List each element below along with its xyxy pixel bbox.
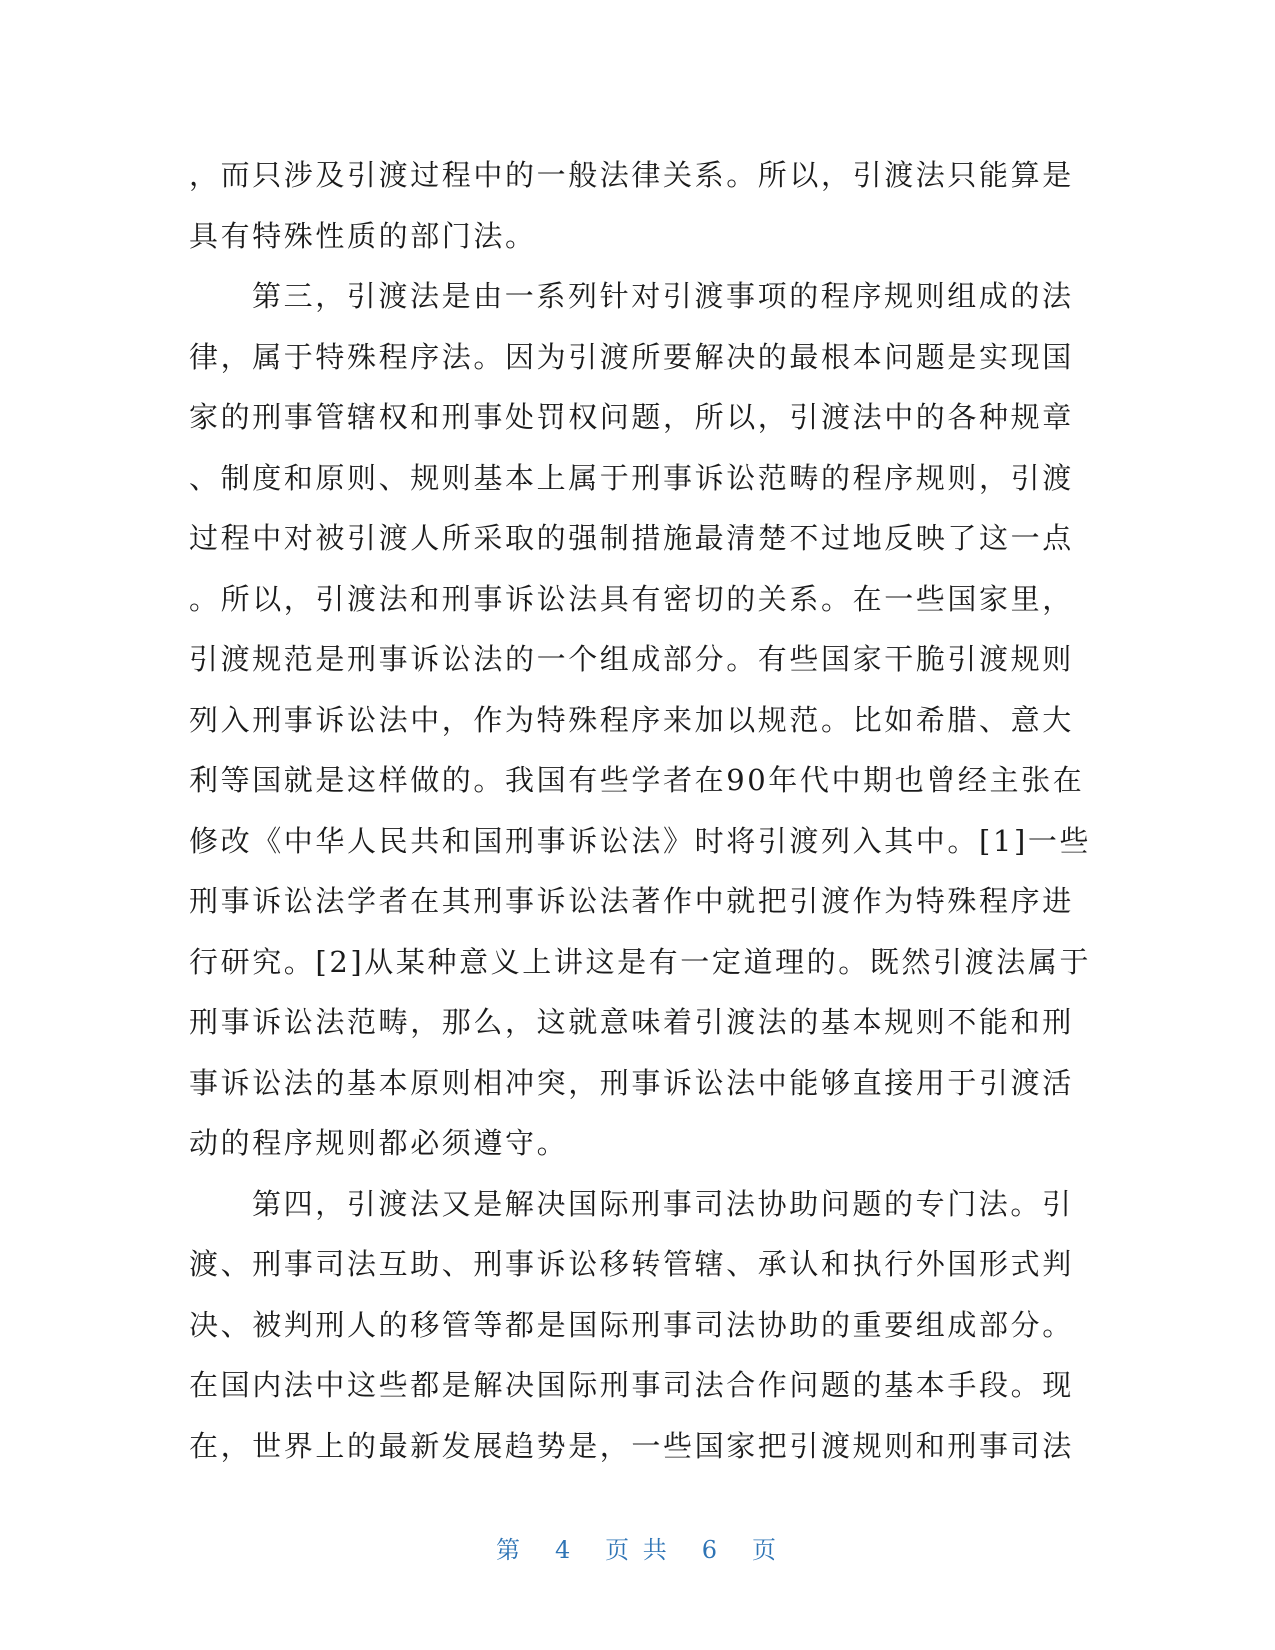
text-line: 动的程序规则都必须遵守。 [189, 1126, 569, 1160]
text-line: 决、被判刑人的移管等都是国际刑事司法协助的重要组成部分。 [189, 1307, 1074, 1342]
text-line: 在，世界上的最新发展趋势是，一些国家把引渡规则和刑事司法 [189, 1428, 1074, 1463]
footer-middle: 页 共 [605, 1536, 670, 1564]
text-line: 利等国就是这样做的。我国有些学者在90年代中期也曾经主张在 [189, 763, 1085, 797]
current-page-number: 4 [554, 1536, 574, 1564]
text-line: 过程中对被引渡人所采取的强制措施最清楚不过地反映了这一点 [189, 521, 1074, 555]
paragraph-start-line: 第四，引渡法又是解决国际刑事司法协助问题的专门法。引 [252, 1186, 1074, 1221]
text-line: 列入刑事诉讼法中，作为特殊程序来加以规范。比如希腊、意大 [189, 702, 1074, 737]
text-line: 刑事诉讼法学者在其刑事诉讼法著作中就把引渡作为特殊程序进 [189, 884, 1074, 918]
text-line: 、制度和原则、规则基本上属于刑事诉讼范畴的程序规则，引渡 [189, 460, 1074, 495]
footer-suffix: 页 [751, 1536, 779, 1564]
text-line: 刑事诉讼法范畴，那么，这就意味着引渡法的基本规则不能和刑 [189, 1005, 1074, 1039]
total-pages-number: 6 [701, 1536, 721, 1564]
text-line: 律，属于特殊程序法。因为引渡所要解决的最根本问题是实现国 [189, 339, 1074, 374]
page-footer [0, 1530, 1275, 1565]
text-line: 家的刑事管辖权和刑事处罚权问题，所以，引渡法中的各种规章 [189, 400, 1074, 434]
paragraph-start-line: 第三，引渡法是由一系列针对引渡事项的程序规则组成的法 [252, 279, 1074, 313]
text-line: 具有特殊性质的部门法。 [189, 218, 537, 253]
text-line: ，而只涉及引渡过程中的一般法律关系。所以，引渡法只能算是 [189, 158, 1074, 192]
text-line: 渡、刑事司法互助、刑事诉讼移转管辖、承认和执行外国形式判 [189, 1247, 1074, 1281]
text-line: 行研究。[2]从某种意义上讲这是有一定道理的。既然引渡法属于 [189, 944, 1092, 979]
text-line: 事诉讼法的基本原则相冲突，刑事诉讼法中能够直接用于引渡活 [189, 1065, 1074, 1100]
text-line: 。所以，引渡法和刑事诉讼法具有密切的关系。在一些国家里， [189, 581, 1074, 616]
text-line: 引渡规范是刑事诉讼法的一个组成部分。有些国家干脆引渡规则 [189, 642, 1074, 676]
body-text [189, 145, 1092, 1476]
footer-prefix: 第 [496, 1536, 524, 1564]
text-line: 在国内法中这些都是解决国际刑事司法合作问题的基本手段。现 [189, 1368, 1074, 1402]
text-line: 修改《中华人民共和国刑事诉讼法》时将引渡列入其中。[1]一些 [189, 823, 1092, 858]
